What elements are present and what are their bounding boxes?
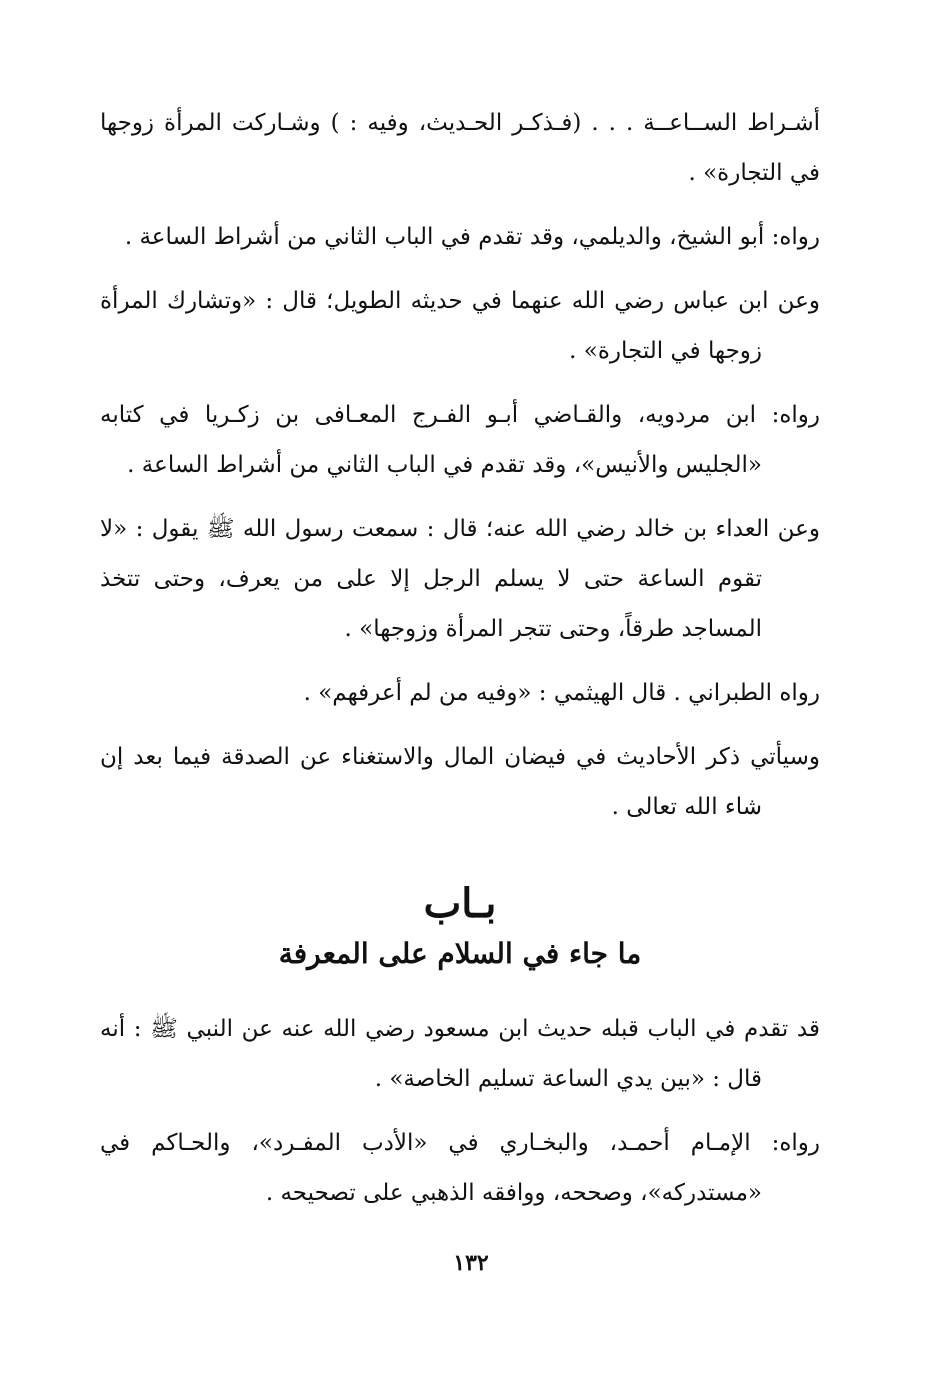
chapter-heading bbox=[100, 876, 820, 976]
paragraph-5: وعن العداء بن خالد رضي الله عنه؛ قال : سمعت رسول الله ﷺ يقول : «لا تقوم الساعة حتى لا يسلم الرجل إلا على من يعرف، وحتى تتخذ المساجد طرقاً، وحتى تتجر المرأة وزوجها» . bbox=[100, 516, 820, 642]
paragraph-3: وعن ابن عباس رضي الله عنهما في حديثه الطويل؛ قال : «وتشارك المرأة زوجها في التجارة» . bbox=[100, 288, 820, 364]
page-number: ١٣٢ bbox=[453, 1250, 489, 1276]
chapter-title: ما جاء في السلام على المعرفة bbox=[278, 937, 642, 970]
paragraph-6: رواه الطبراني . قال الهيثمي : «وفيه من لم أعرفهم» . bbox=[303, 680, 820, 706]
paragraph-9: رواه: الإمـام أحمـد، والبخـاري في «الأدب المفـرد»، والحـاكم في «مستدركه»، وصححه، ووافقه الذهبي على تصحيحه . bbox=[100, 1130, 820, 1206]
page-body bbox=[100, 98, 820, 1232]
chapter-word: بـاب bbox=[423, 880, 497, 927]
paragraph-4: رواه: ابن مردويه، والقـاضي أبـو الفـرج المعـافى بن زكـريا في كتابه «الجليس والأنيس»، وقد تقدم في الباب الثاني من أشراط الساعة . bbox=[100, 402, 820, 478]
paragraph-7: وسيأتي ذكر الأحاديث في فيضان المال والاستغناء عن الصدقة فيما بعد إن شاء الله تعالى . bbox=[100, 744, 820, 820]
paragraph-8: قد تقدم في الباب قبله حديث ابن مسعود رضي الله عنه عن النبي ﷺ : أنه قال : «بين يدي الساعة تسليم الخاصة» . bbox=[100, 1016, 820, 1092]
paragraph-2: رواه: أبو الشيخ، والديلمي، وقد تقدم في الباب الثاني من أشراط الساعة . bbox=[124, 224, 820, 250]
paragraph-1: أشـراط الســاعــة . . . (فـذكـر الحـديث، وفيه : ) وشـاركت المرأة زوجها في التجارة» . bbox=[100, 110, 820, 186]
